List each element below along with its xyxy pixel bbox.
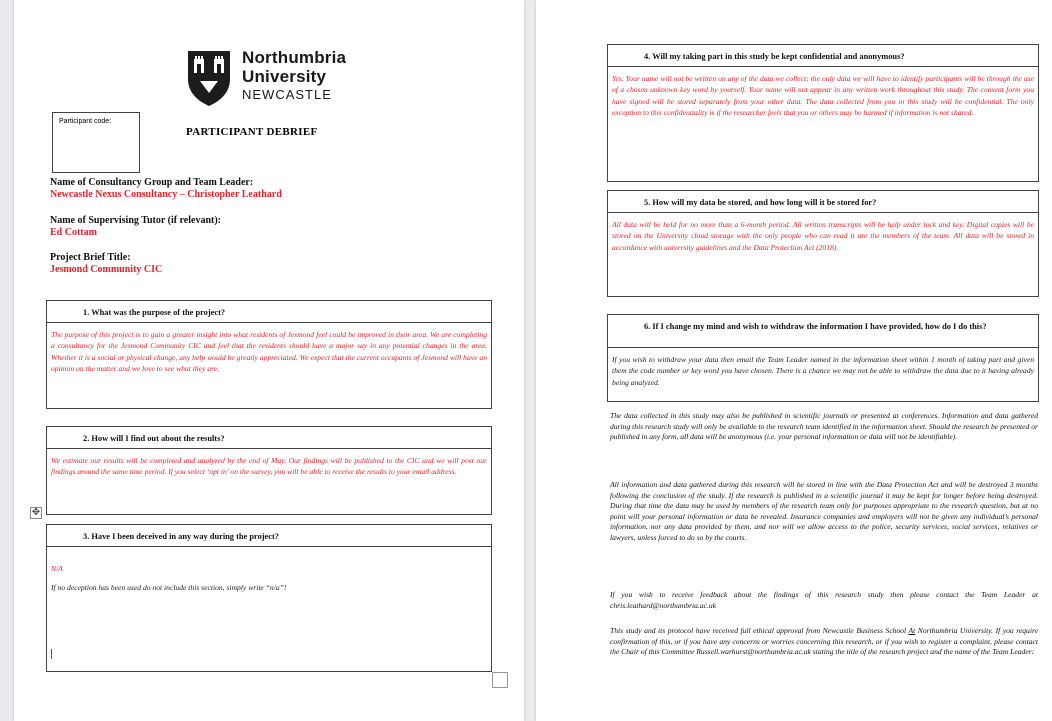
consultancy-field	[50, 177, 282, 201]
question-3-answer: N/A	[51, 564, 63, 573]
question-3-heading: 3. Have I been deceived in any way during the project?	[47, 525, 491, 547]
participant-code-label: Participant code:	[59, 118, 112, 125]
question-2-answer: We estimate our results will be completed and analyzed by the end of May. Our findings will be published to the CIC and we will post our findings around the same time period. If you select ‘opt in’ on the survey, you will be able to receive the results to your email address.	[51, 456, 487, 477]
logo-name-line3: NEWCASTLE	[242, 87, 332, 102]
paragraph-ethics	[610, 626, 1038, 658]
paragraph-feedback: If you wish to receive feedback about the findings of this research study then please contact the Team Leader at chris.leathard@northumbria.ac.uk	[610, 590, 1038, 610]
tutor-label: Name of Supervising Tutor (if relevant):	[50, 215, 222, 226]
question-6-heading: 6. If I change my mind and wish to withdraw the information I have provided, how do I do this?	[608, 315, 1038, 348]
participant-code-box[interactable]	[52, 112, 140, 173]
page-title: PARTICIPANT DEBRIEF	[186, 126, 318, 138]
ethics-text-a: This study and its protocol have received full ethical approval from Newcastle Business School	[610, 626, 909, 635]
question-5-answer: All data will be held for no more than a 6-month period. All written transcripts will be help under lock and key. Digital copies will be stored on the University cloud storage with the only people who can read it are the members of the team. All data will be stored in accordance with university guidelines and the Data Protection Act (2018).	[612, 220, 1034, 252]
logo-name-line2: University	[242, 67, 327, 86]
brief-label: Project Brief Title:	[50, 252, 131, 263]
logo-name-line1: Northumbria	[242, 48, 347, 67]
tutor-field	[50, 215, 221, 239]
question-4-box	[607, 44, 1039, 182]
question-2-heading: 2. How will I find out about the results?	[47, 427, 491, 449]
question-6-box	[607, 314, 1039, 402]
table-move-handle-icon[interactable]: ✥	[31, 507, 41, 518]
paragraph-publication: The data collected in this study may also be published in scientific journals or presented at conferences. Information and data gathered during this research study will only be available to the research team identified in the information sheet. Should the research be presented or published in any form, all data will be anonymous (i.e. your personal information or data will not be identifiable).	[610, 411, 1038, 442]
question-2-box	[46, 426, 492, 515]
consultancy-value: Newcastle Nexus Consultancy – Christopher Leathard	[50, 189, 282, 200]
document-page-left	[14, 0, 524, 721]
question-1-heading: 1. What was the purpose of the project?	[47, 301, 491, 323]
table-resize-handle[interactable]	[492, 672, 508, 688]
university-logo	[186, 49, 346, 111]
question-4-heading: 4. Will my taking part in this study be kept confidential and anonymous?	[608, 45, 1038, 67]
tutor-value: Ed Cottam	[50, 227, 97, 238]
university-crest-icon	[186, 49, 232, 107]
question-1-answer: The purpose of this project is to gain a greater insight into what residents of Jesmond feel could be improved in their area. We are completing a consultancy for the Jesmond Community CIC and feel that the residents should have a major say in any potential changes in the area. Whether it is a social or physical change, any help would be greatly appreciated. We expect that the current occupants of Jesmond will have an opinion on the matter and we love to see what they are.	[51, 330, 487, 374]
question-6-answer: If you wish to withdraw your data then email the Team Leader named in the information sheet within 1 month of taking part and given them the code number or key word you have chosen. There is a chance we may not be able to withdraw the data due to it having already being analyzed.	[612, 355, 1034, 387]
document-page-right	[536, 0, 1052, 721]
question-1-box	[46, 300, 492, 409]
question-3-note: If no deception has been used do not include this section, simply write “n/a”!	[51, 583, 287, 593]
paragraph-data-storage: All information and data gathered during this research will be stored in line with the Data Protection Act and will be destroyed 3 months following the conclusion of the study. If the research is published in a scientific journal it may be kept for longer before being destroyed. During that time the data may be used by members of the research team only for purposes appropriate to the research question, but at no point will your personal information or data be revealed. Insurance companies and employers will not be given any individual’s personal information, nor any data provided by them, and nor will we allow access to the police, security services, social services, relatives or lawyers, unless forced to do so by the courts.	[610, 480, 1038, 542]
question-5-heading: 5. How will my data be stored, and how long will it be stored for?	[608, 191, 1038, 213]
question-3-box	[46, 524, 492, 672]
question-4-answer: Yes. Your name will not be written on any of the data we collect; the only data we will have to identify participants will be through the use of a chosen unknown key word by yourself. Your name will not appear in any written work throughout this study. The consent form you have signed will be stored separately from your other data. The data collected from you in this study will be confidential. The only exception to this confidentiality is if the researcher feels that you or others may be harmed if information is not shared.	[612, 74, 1034, 118]
question-5-box	[607, 190, 1039, 297]
ethics-text-b: Northumbria University. If you require confirmation of this, or if you have any concerns or worries concerning this research, or if you wish to register a complaint, please contact the Chair of this Committee Russell.warhurst@northumbria.ac.uk stating the title of the research project and the name of the Team Leader:	[610, 626, 1038, 657]
ethics-at: At	[908, 626, 916, 635]
text-cursor	[51, 649, 52, 659]
consultancy-label: Name of Consultancy Group and Team Leader:	[50, 177, 254, 188]
brief-field	[50, 252, 162, 276]
brief-value: Jesmond Community CIC	[50, 264, 163, 275]
